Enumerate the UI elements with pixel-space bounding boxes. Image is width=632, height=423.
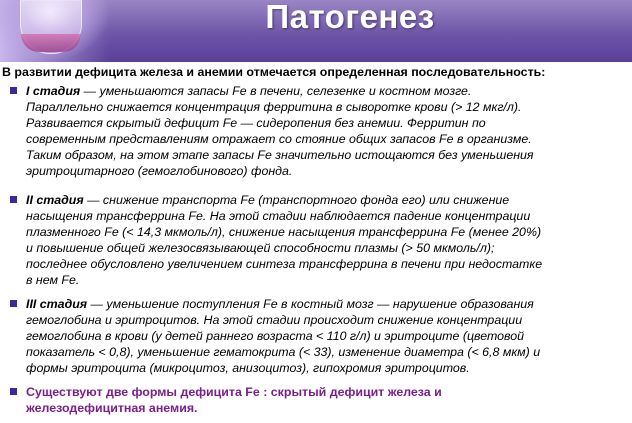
stage-3-line-1: III стадия — уменьшение поступления Fe в костный мозг — нарушение образования bbox=[26, 297, 534, 311]
flask-image bbox=[0, 0, 110, 62]
slide-title: Патогенез bbox=[265, 0, 435, 35]
stage-1-line-3: Развивается скрытый дефицит Fe — сидеропения без анемии. Ферритин по bbox=[26, 116, 486, 130]
stage-2-line-3: плазменного Fe (< 14,3 мкмоль/л), снижение насыщения трансферрина Fe (менее 20%) bbox=[26, 225, 542, 239]
flask-liquid-icon bbox=[21, 34, 81, 52]
square-bullet-icon bbox=[10, 87, 17, 94]
stage-2-line-1: II стадия — снижение транспорта Fe (транспортного фонда его) или снижение bbox=[26, 193, 510, 207]
stage-3-line-2: гемоглобина и эритроцитов. На этой стадии происходит снижение концентрации bbox=[26, 313, 523, 327]
stage-1-line-1: I стадия — уменьшаются запасы Fe в печени, селезенке и костном мозге. bbox=[26, 84, 472, 98]
stage-1-line-6: эритроцитарного (гемоглобинового) фонда. bbox=[26, 164, 293, 178]
stage-1-line-2: Параллельно снижается концентрация ферритина в сыворотке крови (> 12 мкг/л). bbox=[26, 100, 522, 114]
square-bullet-icon bbox=[10, 300, 17, 307]
slide-header bbox=[0, 0, 632, 62]
stage-1-name: I стадия bbox=[26, 84, 81, 98]
conclusion-line-1: Существуют две формы дефицита Fe : скрытый дефицит железа и bbox=[26, 385, 442, 399]
stage-3-name: III стадия bbox=[26, 297, 88, 311]
stage-3-line-4: показатель < 0,8), уменьшение гематокрита (< 33), изменение диаметра (< 6,8 мкм) и bbox=[26, 345, 541, 359]
intro-text: В развитии дефицита железа и анемии отмечается определенная последовательность: bbox=[2, 65, 546, 79]
stage-3-line-5: формы эритроцита (микроцитоз, анизоцитоз), гипохромия эритроцитов. bbox=[26, 361, 470, 375]
stage-2-name: II стадия bbox=[26, 193, 84, 207]
stage-3-line-3: гемоглобина в крови (у детей раннего возраста < 110 г/л) и эритроците (цветовой bbox=[26, 329, 525, 343]
stage-2-line-4: и повышение общей железосвязывающей способности плазмы (> 50 мкмоль/л); bbox=[26, 241, 495, 255]
stage-2-text bbox=[26, 192, 628, 288]
square-bullet-icon bbox=[10, 388, 17, 395]
stage-3-text bbox=[26, 296, 628, 376]
stage-2-line-2: насыщения трансферрина Fe. На этой стадии наблюдается падение концентрации bbox=[26, 209, 531, 223]
conclusion-text bbox=[26, 384, 628, 416]
stage-1-line-4: современным представлениям отражает со стояние общих запасов Fe в организме. bbox=[26, 132, 532, 146]
slide-content bbox=[0, 64, 632, 423]
stage-1-text bbox=[26, 83, 628, 179]
square-bullet-icon bbox=[10, 196, 17, 203]
stage-2-line-6: в нем Fe. bbox=[26, 273, 80, 287]
conclusion-line-2: железодефицитная анемия. bbox=[26, 401, 198, 415]
stage-1-line-5: Таким образом, на этом этапе запасы Fe значительно истощаются без уменьшения bbox=[26, 148, 534, 162]
stage-2-line-5: последнее обусловлено увеличением синтеза трансферрина в печени при недостатке bbox=[26, 257, 543, 271]
